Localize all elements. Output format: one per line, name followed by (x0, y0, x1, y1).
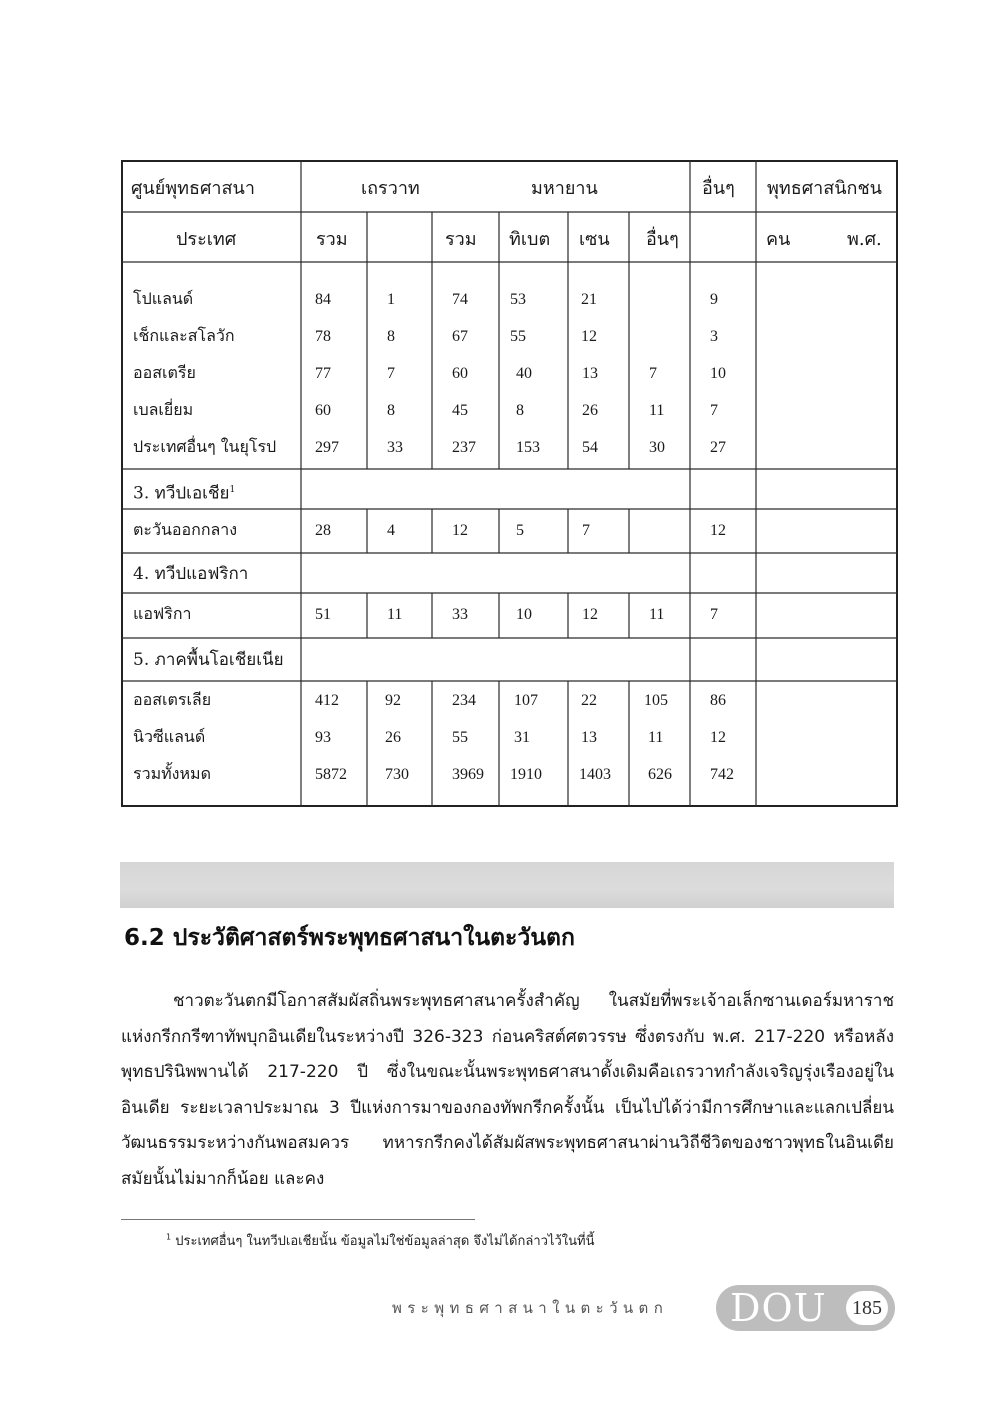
brand-logo: DOU (730, 1286, 827, 1330)
table-cell: 33 (387, 439, 403, 456)
header-buddhists: พุทธศาสนิกชน (767, 178, 882, 199)
table-cell: 10 (710, 365, 726, 382)
table-cell: 742 (710, 766, 734, 783)
table-cell: 77 (315, 365, 331, 382)
header-people: คน (766, 229, 791, 250)
footnote-text: ประเทศอื่นๆ ในทวีปเอเชียนั้น ข้อมูลไม่ใช่ข้อมูลล่าสุด จึงไม่ได้กล่าวไว้ในที่นี้ (175, 1234, 595, 1249)
table-cell: 11 (387, 606, 403, 623)
footnote-mark: 1 (166, 1232, 172, 1242)
country-name: ออสเตรีย (133, 363, 196, 382)
header-mahayana: มหายาน (531, 178, 598, 199)
header-theravada-total: รวม (316, 229, 348, 250)
country-name: แอฟริกา (133, 604, 192, 623)
table-cell: 45 (452, 402, 468, 419)
table-cell: 626 (648, 766, 672, 783)
country-name: โปแลนด์ (133, 289, 194, 308)
table-cell: 105 (644, 692, 668, 709)
section-heading: 6.2 ประวัติศาสตร์พระพุทธศาสนาในตะวันตก (124, 925, 575, 951)
section-title-asia (133, 480, 235, 504)
table-cell: 730 (385, 766, 409, 783)
country-name: ประเทศอื่นๆ ในยุโรป (133, 437, 277, 456)
table-cell: 92 (385, 692, 401, 709)
table-cell: 7 (710, 402, 718, 419)
section-title-oceania: 5. ภาคพื้นโอเชียเนีย (133, 650, 284, 670)
table-cell: 237 (452, 439, 476, 456)
table-cell: 10 (516, 606, 532, 623)
table-cell: 33 (452, 606, 468, 623)
table-cell: 297 (315, 439, 339, 456)
table-cell: 7 (710, 606, 718, 623)
body-paragraph: ชาวตะวันตกมีโอกาสสัมผัสถิ่นพระพุทธศาสนาครั้งสำคัญ ในสมัยที่พระเจ้าอเล็กซานเดอร์มหาราชแห่งกรีกกรีฑาทัพบุกอินเดียในระหว่างปี 326-323 ก่อนคริสต์ศตวรรษ ซึ่งตรงกับ พ.ศ. 217-220 หรือหลังพุทธปรินิพพานได้ 217-220 ปี ซึ่งในขณะนั้นพระพุทธศาสนาดั้งเดิมคือเถรวาทกำลังเจริญรุ่งเรืองอยู่ในอินเดีย ระยะเวลาประมาณ 3 ปีแห่งการมาของกองทัพกรีกครั้งนั้น เป็นไปได้ว่ามีการศึกษาและแลกเปลี่ยนวัฒนธรรมระหว่างกันพอสมควร ทหารกรีกคงได้สัมผัสพระพุทธศาสนาผ่านวิถีชีวิตของชาวพุทธในอินเดียสมัยนั้นไม่มากก็น้อย และคง (121, 991, 894, 1189)
table-cell: 60 (452, 365, 468, 382)
page-badge (716, 1285, 895, 1331)
table-cell: 26 (385, 729, 401, 746)
running-title: พระพุทธศาสนาในตะวันตก (392, 1299, 669, 1317)
table-cell: 12 (710, 522, 726, 539)
country-name: ออสเตรเลีย (133, 690, 212, 709)
section-title-asia-text: 3. ทวีปเอเชีย (133, 483, 230, 504)
header-zen: เซน (579, 229, 610, 250)
table-cell: 8 (516, 402, 524, 419)
table-cell: 5872 (315, 766, 347, 783)
table-grid (121, 160, 898, 807)
table-cell: 234 (452, 692, 476, 709)
table-cell: 9 (710, 291, 718, 308)
header-center: ศูนย์พุทธศาสนา (131, 178, 255, 199)
country-name: เบลเยี่ยม (133, 400, 194, 419)
table-cell: 74 (452, 291, 468, 308)
table-cell: 8 (387, 402, 395, 419)
country-name: รวมทั้งหมด (133, 764, 211, 783)
section-title-africa: 4. ทวีปแอฟริกา (133, 564, 249, 584)
table-cell: 30 (649, 439, 665, 456)
table-cell: 78 (315, 328, 331, 345)
table-cell: 7 (387, 365, 395, 382)
header-tibet: ทิเบต (509, 229, 551, 250)
table-cell: 31 (514, 729, 530, 746)
country-name: ตะวันออกกลาง (133, 520, 238, 539)
footnote (166, 1230, 594, 1251)
header-country: ประเทศ (176, 229, 237, 250)
header-be-year: พ.ศ. (847, 229, 882, 250)
table-cell: 40 (516, 365, 532, 382)
footnote-rule (121, 1219, 475, 1220)
table-cell: 53 (510, 291, 526, 308)
table-cell: 8 (387, 328, 395, 345)
table-cell: 27 (710, 439, 726, 456)
header-mahayana-others: อื่นๆ (646, 229, 679, 250)
page-number: 185 (846, 1291, 888, 1325)
table-cell: 60 (315, 402, 331, 419)
table-cell: 11 (648, 729, 664, 746)
country-name: เช็กและสโลวัก (133, 326, 235, 345)
country-name: นิวซีแลนด์ (133, 727, 206, 746)
table-cell: 12 (581, 328, 597, 345)
table-cell: 84 (315, 291, 331, 308)
table-cell: 93 (315, 729, 331, 746)
table-cell: 1910 (510, 766, 542, 783)
table-cell: 12 (582, 606, 598, 623)
table-cell: 54 (582, 439, 598, 456)
table-cell: 5 (516, 522, 524, 539)
table-cell: 26 (582, 402, 598, 419)
header-others: อื่นๆ (702, 178, 735, 199)
table-cell: 55 (452, 729, 468, 746)
table-cell: 12 (452, 522, 468, 539)
table-cell: 11 (649, 402, 665, 419)
table-cell: 51 (315, 606, 331, 623)
table-cell: 55 (510, 328, 526, 345)
header-theravada: เถรวาท (361, 178, 420, 199)
table-cell: 153 (516, 439, 540, 456)
header-mahayana-total: รวม (445, 229, 477, 250)
table-cell: 86 (710, 692, 726, 709)
table-cell: 1 (387, 291, 395, 308)
table-cell: 13 (581, 729, 597, 746)
table-cell: 21 (581, 291, 597, 308)
table-cell: 12 (710, 729, 726, 746)
footnote-reference: 1 (229, 485, 236, 495)
table-cell: 67 (452, 328, 468, 345)
table-cell: 107 (514, 692, 538, 709)
table-cell: 1403 (579, 766, 611, 783)
table-cell: 7 (649, 365, 657, 382)
buddhism-statistics-table (121, 160, 898, 807)
table-cell: 4 (387, 522, 395, 539)
table-cell: 11 (649, 606, 665, 623)
table-cell: 3 (710, 328, 718, 345)
table-cell: 3969 (452, 766, 484, 783)
table-cell: 13 (582, 365, 598, 382)
table-cell: 28 (315, 522, 331, 539)
table-cell: 7 (582, 522, 590, 539)
table-cell: 22 (581, 692, 597, 709)
table-cell: 412 (315, 692, 339, 709)
section-divider-band (120, 862, 894, 908)
